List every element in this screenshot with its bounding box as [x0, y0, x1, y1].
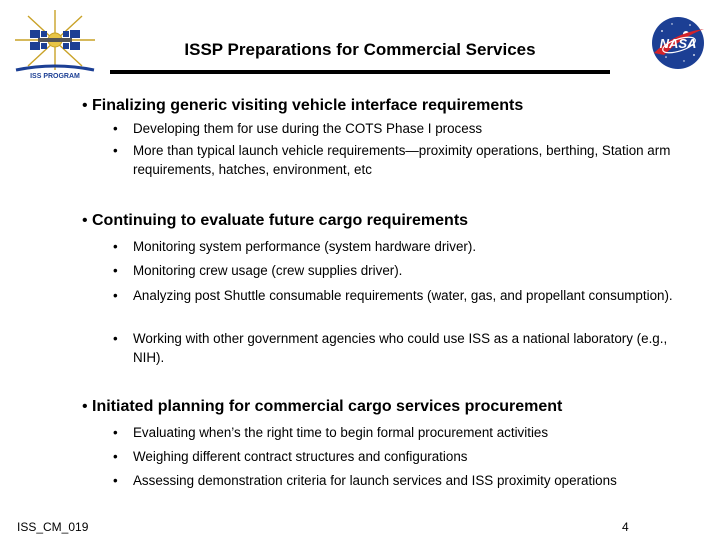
bullet-icon: •	[113, 288, 118, 303]
bullet-item: • Assessing demonstration criteria for launch services and ISS proximity operations	[113, 473, 617, 488]
section-heading: • Initiated planning for commercial cargo services procurement	[82, 398, 563, 415]
iss-program-logo	[10, 8, 100, 80]
bullet-item: • Working with other government agencies who could use ISS as a national laboratory (e.g., NIH).	[113, 331, 668, 365]
logo-left-caption: ISS PROGRAM	[30, 73, 80, 80]
bullet-item: • Developing them for use during the COTS Phase I process	[113, 121, 483, 136]
bullet-icon: •	[113, 473, 118, 488]
bullet-icon: •	[113, 121, 118, 136]
bullet-icon: •	[113, 239, 118, 254]
nasa-wordmark: NASA	[659, 36, 697, 51]
section-heading: • Finalizing generic visiting vehicle interface requirements	[82, 97, 524, 114]
bullet-item: • Analyzing post Shuttle consumable requirements (water, gas, and propellant consumption).	[113, 288, 673, 303]
bullet-item: • Weighing different contract structures and configurations	[113, 449, 468, 464]
document-id: ISS_CM_019	[17, 520, 89, 534]
bullet-icon: •	[82, 398, 88, 415]
bullet-icon: •	[113, 425, 118, 440]
bullet-item: • Monitoring crew usage (crew supplies driver).	[113, 263, 403, 278]
page-number: 4	[622, 520, 629, 534]
bullet-item: • Monitoring system performance (system hardware driver).	[113, 239, 477, 254]
bullet-item: • Evaluating when’s the right time to begin formal procurement activities	[113, 425, 549, 440]
nasa-meatball-logo	[650, 15, 706, 71]
bullet-icon: •	[82, 212, 88, 229]
bullet-icon: •	[113, 143, 118, 158]
bullet-icon: •	[113, 331, 118, 346]
bullet-icon: •	[113, 449, 118, 464]
section-heading: • Continuing to evaluate future cargo requirements	[82, 212, 469, 229]
title-rule	[110, 70, 610, 74]
bullet-icon: •	[113, 263, 118, 278]
bullet-icon: •	[82, 97, 88, 114]
bullet-item: • More than typical launch vehicle requirements—proximity operations, berthing, Station arm requirements, hatches, environment, etc	[113, 143, 671, 177]
slide-title: ISSP Preparations for Commercial Services	[184, 40, 536, 59]
